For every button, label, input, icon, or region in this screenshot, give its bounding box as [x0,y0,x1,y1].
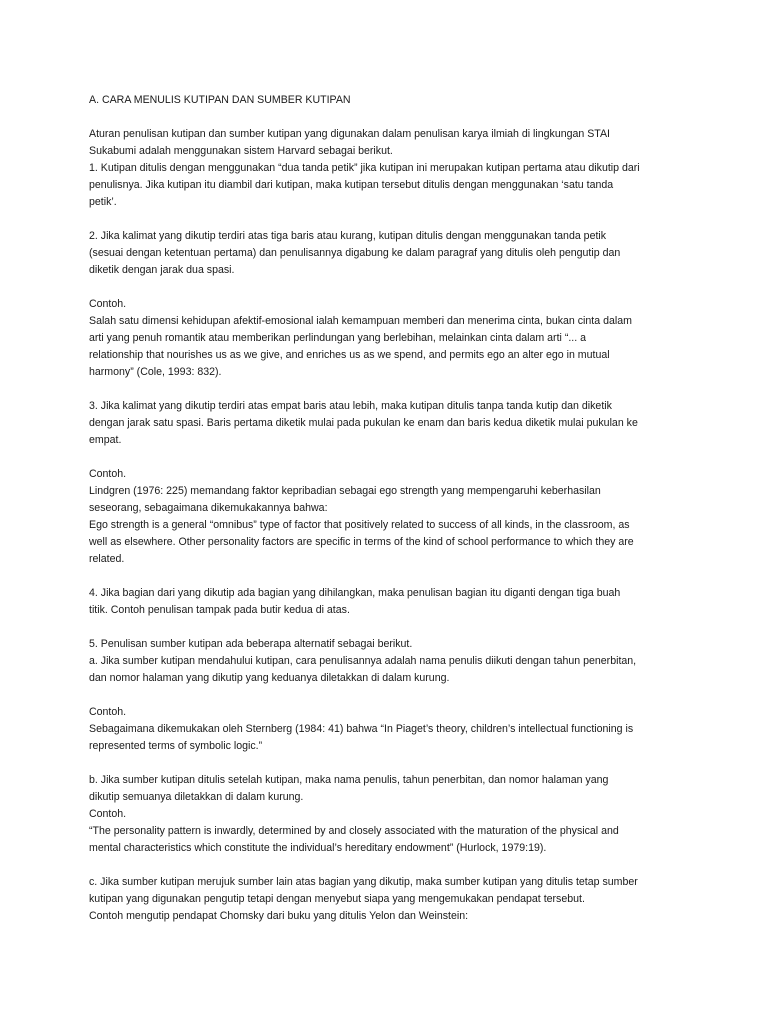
text-line: 1. Kutipan ditulis dengan menggunakan “dua tanda petik” jika kutipan ini merupakan kutipan pertama atau dikutip dari [89,162,640,174]
rule-5c-paragraph [89,874,689,925]
text-line: (sesuai dengan ketentuan pertama) dan penulisannya digabung ke dalam paragraf yang ditulis oleh pengutip dan [89,247,621,259]
rule-2-paragraph [89,228,689,279]
text-line: dan nomor halaman yang dikutip yang keduanya diletakkan di dalam kurung. [89,672,450,684]
paragraph-gap [89,857,689,874]
text-line: Sebagaimana dikemukakan oleh Sternberg (1984: 41) bahwa “In Piaget’s theory, children’s intellectual functioning is [89,723,634,735]
rule-5-paragraph [89,636,689,687]
paragraph-gap [89,619,689,636]
text-line: kutipan yang digunakan pengutip tetapi dengan menyebut siapa yang mengemukakan pendapat tersebut. [89,893,585,905]
text-line: 3. Jika kalimat yang dikutip terdiri atas empat baris atau lebih, maka kutipan ditulis tanpa tanda kutip dan diketik [89,400,612,412]
section-heading: A. CARA MENULIS KUTIPAN DAN SUMBER KUTIPAN [89,94,351,106]
text-line: 5. Penulisan sumber kutipan ada beberapa alternatif sebagai berikut. [89,638,413,650]
text-line: petik’. [89,196,117,208]
text-line: related. [89,553,125,565]
text-line: dikutip semuanya diletakkan di dalam kurung. [89,791,304,803]
text-line: seseorang, sebagaimana dikemukakannya bahwa: [89,502,328,514]
paragraph-gap [89,211,689,228]
text-line: a. Jika sumber kutipan mendahului kutipan, cara penulisannya adalah nama penulis diikuti dengan tahun penerbitan, [89,655,637,667]
text-line: arti yang penuh romantik atau memberikan perlindungan yang berlebihan, melainkan cinta dalam arti “... a [89,332,587,344]
paragraph-gap [89,109,689,126]
text-line: Contoh mengutip pendapat Chomsky dari buku yang ditulis Yelon dan Weinstein: [89,910,469,922]
text-line: Sukabumi adalah menggunakan sistem Harvard sebagai berikut. [89,145,393,157]
example-label: Contoh. [89,298,127,310]
example-label: Contoh. [89,468,127,480]
text-line: 4. Jika bagian dari yang dikutip ada bagian yang dihilangkan, maka penulisan bagian itu diganti dengan tiga buah [89,587,621,599]
document-page [89,92,689,925]
text-line: mental characteristics which constitute the individual’s hereditary endowment” (Hurlock, 1979:19). [89,842,547,854]
text-line: Lindgren (1976: 225) memandang faktor kepribadian sebagai ego strength yang mempengaruhi keberhasilan [89,485,601,497]
text-line: relationship that nourishes us as we give, and enriches us as we spend, and permits ego an alter ego in mutual [89,349,610,361]
text-line: c. Jika sumber kutipan merujuk sumber lain atas bagian yang dikutip, maka sumber kutipan yang ditulis tetap sumber [89,876,638,888]
example-label: Contoh. [89,706,127,718]
text-line: Salah satu dimensi kehidupan afektif-emosional ialah kemampuan memberi dan menerima cinta, bukan cinta dalam [89,315,632,327]
rule-4-paragraph [89,585,689,619]
example-3-paragraph [89,704,689,755]
text-line: harmony” (Cole, 1993: 832). [89,366,222,378]
text-line: empat. [89,434,122,446]
text-line: diketik dengan jarak dua spasi. [89,264,235,276]
text-line: titik. Contoh penulisan tampak pada butir kedua di atas. [89,604,350,616]
paragraph-gap [89,279,689,296]
example-1-paragraph [89,296,689,381]
text-line: Ego strength is a general “omnibus” type of factor that positively related to success of all kinds, in the classroom, as [89,519,630,531]
text-line: b. Jika sumber kutipan ditulis setelah kutipan, maka nama penulis, tahun penerbitan, dan nomor halaman yang [89,774,609,786]
paragraph-gap [89,755,689,772]
text-line: “The personality pattern is inwardly, determined by and closely associated with the maturation of the physical and [89,825,619,837]
rule-5b-paragraph [89,772,689,857]
example-2-paragraph [89,466,689,568]
text-line: 2. Jika kalimat yang dikutip terdiri atas tiga baris atau kurang, kutipan ditulis dengan menggunakan tanda petik [89,230,607,242]
paragraph-gap [89,568,689,585]
paragraph-gap [89,381,689,398]
intro-paragraph [89,126,689,211]
text-line: well as elsewhere. Other personality factors are specific in terms of the kind of school performance to which they are [89,536,634,548]
text-line: represented terms of symbolic logic.” [89,740,263,752]
example-label: Contoh. [89,808,127,820]
text-line: Aturan penulisan kutipan dan sumber kutipan yang digunakan dalam penulisan karya ilmiah di lingkungan STAI [89,128,610,140]
rule-3-paragraph [89,398,689,449]
text-line: penulisnya. Jika kutipan itu diambil dari kutipan, maka kutipan tersebut ditulis dengan menggunakan ‘satu tanda [89,179,614,191]
paragraph-gap [89,687,689,704]
paragraph-gap [89,449,689,466]
text-line: dengan jarak satu spasi. Baris pertama diketik mulai pada pukulan ke enam dan baris kedua diketik mulai pukulan ke [89,417,638,429]
